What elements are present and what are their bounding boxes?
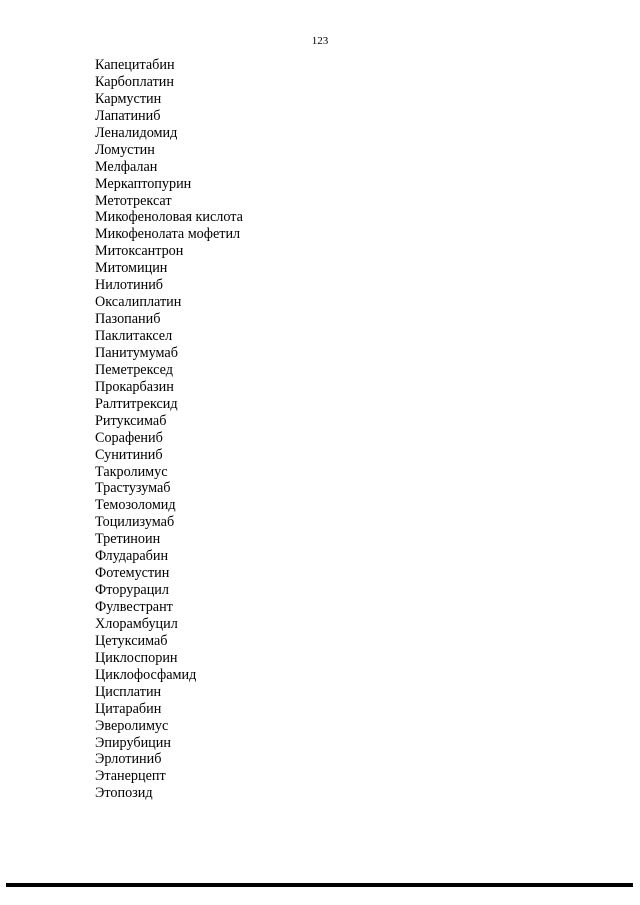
drug-list-item: Лапатиниб — [95, 107, 161, 124]
drug-list-item: Тоцилизумаб — [95, 514, 175, 531]
drug-list-item: Ритуксимаб — [95, 412, 167, 429]
drug-list-item: Циклофосфамид — [95, 666, 197, 683]
drug-list-item: Метотрексат — [95, 192, 172, 209]
drug-list-item: Темозоломид — [95, 497, 176, 514]
drug-list-item: Трастузумаб — [95, 480, 171, 497]
drug-list-item: Оксалиплатин — [95, 294, 182, 311]
drug-list-item: Микофенолата мофетил — [95, 226, 241, 243]
drug-list-item: Меркаптопурин — [95, 175, 192, 192]
drug-list-item: Цетуксимаб — [95, 632, 168, 649]
drug-list-item: Микофеноловая кислота — [95, 209, 243, 226]
drug-list — [95, 57, 243, 802]
drug-list-item: Нилотиниб — [95, 277, 164, 294]
drug-list-item: Такролимус — [95, 463, 168, 480]
drug-list-item: Митоксантрон — [95, 243, 184, 260]
drug-list-item: Фотемустин — [95, 565, 170, 582]
drug-list-item: Леналидомид — [95, 124, 178, 141]
drug-list-item: Хлорамбуцил — [95, 615, 178, 632]
bottom-rule — [6, 883, 633, 887]
page-number: 123 — [311, 35, 329, 47]
drug-list-item: Сунитиниб — [95, 446, 163, 463]
drug-list-item: Карбоплатин — [95, 73, 174, 90]
drug-list-item: Паклитаксел — [95, 328, 173, 344]
drug-list-item: Цитарабин — [95, 700, 162, 717]
drug-list-item: Ралтитрексид — [95, 395, 178, 412]
drug-list-item: Капецитабин — [95, 57, 175, 73]
drug-list-item: Фторурацил — [95, 582, 169, 599]
drug-list-item: Этопозид — [95, 785, 153, 802]
drug-list-item: Цисплатин — [95, 683, 162, 700]
drug-list-item: Фулвестрант — [95, 599, 173, 615]
drug-list-item: Прокарбазин — [95, 378, 174, 395]
drug-list-item: Пазопаниб — [95, 311, 161, 328]
drug-list-item: Ломустин — [95, 141, 155, 158]
drug-list-item: Сорафениб — [95, 429, 163, 446]
drug-list-item: Мелфалан — [95, 158, 158, 175]
drug-list-item: Этанерцепт — [95, 768, 166, 785]
drug-list-item: Третиноин — [95, 531, 161, 548]
drug-list-item: Митомицин — [95, 260, 168, 277]
drug-list-item: Эпирубицин — [95, 734, 171, 751]
drug-list-item: Циклоспорин — [95, 649, 178, 666]
drug-list-item: Пеметрексед — [95, 361, 173, 378]
drug-list-item: Эрлотиниб — [95, 751, 162, 768]
drug-list-item: Кармустин — [95, 90, 162, 107]
drug-list-item: Флударабин — [95, 548, 169, 565]
drug-list-item: Панитумумаб — [95, 344, 178, 361]
drug-list-item: Эверолимус — [95, 717, 169, 734]
